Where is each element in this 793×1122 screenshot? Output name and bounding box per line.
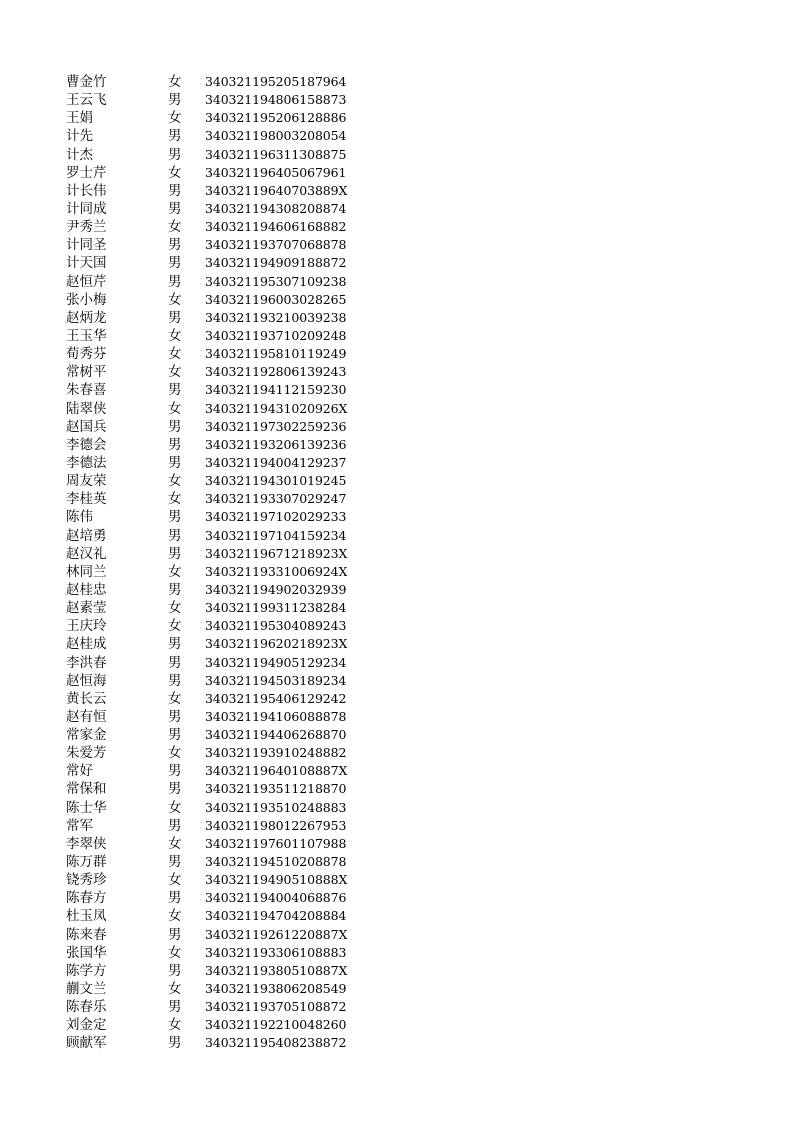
person-id-number: 34032119640703889X [205, 182, 348, 198]
person-id-number: 34032119620218923X [205, 636, 348, 652]
person-name: 林同兰 [66, 563, 107, 580]
person-name: 计长伟 [66, 182, 107, 199]
person-name: 陆翠侠 [66, 400, 107, 417]
person-name: 常军 [66, 817, 93, 834]
person-name: 王娟 [66, 110, 93, 127]
table-row [0, 291, 793, 309]
person-id-number: 340321197102029233 [205, 509, 347, 525]
person-gender: 女 [168, 291, 182, 308]
person-name: 陈来春 [66, 926, 107, 943]
person-name: 朱爱芳 [66, 745, 107, 762]
table-row [0, 980, 793, 998]
person-gender: 男 [168, 128, 182, 145]
person-name: 顾献军 [66, 1035, 107, 1052]
table-row [0, 962, 793, 980]
person-name: 王云飞 [66, 92, 107, 109]
person-id-number: 340321196003028265 [205, 291, 347, 307]
person-name: 陈伟 [66, 509, 93, 526]
person-id-number: 340321193307029247 [205, 491, 347, 507]
person-id-number: 340321194112159230 [205, 382, 347, 398]
person-id-number: 34032119261220887X [205, 926, 348, 942]
table-row [0, 327, 793, 345]
person-id-number: 340321194106088878 [205, 708, 347, 724]
person-id-number: 34032119331006924X [205, 563, 348, 579]
person-gender: 男 [168, 999, 182, 1016]
person-name: 计同成 [66, 200, 107, 217]
person-id-number: 340321194301019245 [205, 473, 347, 489]
person-name: 计杰 [66, 146, 93, 163]
person-gender: 男 [168, 581, 182, 598]
table-row [0, 817, 793, 835]
person-name: 赵桂忠 [66, 581, 107, 598]
table-row [0, 527, 793, 545]
person-gender: 女 [168, 944, 182, 961]
person-gender: 女 [168, 473, 182, 490]
person-name: 赵恒芹 [66, 273, 107, 290]
person-gender: 男 [168, 854, 182, 871]
person-gender: 男 [168, 454, 182, 471]
table-row [0, 871, 793, 889]
table-row [0, 254, 793, 272]
table-row [0, 726, 793, 744]
person-id-number: 340321193511218870 [205, 781, 347, 797]
table-row [0, 400, 793, 418]
person-id-number: 340321199311238284 [205, 600, 347, 616]
person-gender: 女 [168, 346, 182, 363]
table-row [0, 182, 793, 200]
person-name: 罗士芹 [66, 164, 107, 181]
person-name: 陈士华 [66, 799, 107, 816]
table-row [0, 73, 793, 91]
person-name: 周友荣 [66, 473, 107, 490]
person-name: 朱春喜 [66, 382, 107, 399]
person-id-number: 340321198003208054 [205, 128, 347, 144]
table-row [0, 563, 793, 581]
person-gender: 男 [168, 672, 182, 689]
person-name: 赵汉礼 [66, 545, 107, 562]
table-row [0, 780, 793, 798]
table-row [0, 762, 793, 780]
person-name: 赵培勇 [66, 527, 107, 544]
person-id-number: 340321194905129234 [205, 654, 347, 670]
person-gender: 男 [168, 382, 182, 399]
person-name: 常树平 [66, 364, 107, 381]
person-gender: 女 [168, 327, 182, 344]
person-gender: 男 [168, 636, 182, 653]
table-row [0, 418, 793, 436]
person-id-number: 340321194308208874 [205, 200, 347, 216]
person-gender: 男 [168, 545, 182, 562]
person-id-number: 340321194909188872 [205, 255, 347, 271]
person-id-number: 340321193705108872 [205, 999, 347, 1015]
person-id-number: 340321195304089243 [205, 618, 347, 634]
person-gender: 女 [168, 981, 182, 998]
person-id-number: 340321195307109238 [205, 273, 347, 289]
person-name: 陈学方 [66, 962, 107, 979]
table-row [0, 363, 793, 381]
person-name: 李翠侠 [66, 835, 107, 852]
person-gender: 男 [168, 418, 182, 435]
table-row [0, 436, 793, 454]
person-gender: 男 [168, 1035, 182, 1052]
person-name: 曹金竹 [66, 74, 107, 90]
person-name: 张国华 [66, 944, 107, 961]
person-name: 赵有恒 [66, 708, 107, 725]
person-id-number: 340321197601107988 [205, 835, 347, 851]
person-name: 王玉华 [66, 327, 107, 344]
table-row [0, 926, 793, 944]
person-gender: 男 [168, 817, 182, 834]
person-id-number: 340321198012267953 [205, 817, 347, 833]
person-gender: 男 [168, 436, 182, 453]
person-id-number: 34032119380510887X [205, 962, 348, 978]
person-name: 赵恒海 [66, 672, 107, 689]
person-id-number: 340321193910248882 [205, 745, 347, 761]
person-gender: 男 [168, 926, 182, 943]
person-id-number: 34032119671218923X [205, 545, 348, 561]
table-row [0, 853, 793, 871]
person-id-number: 34032119431020926X [205, 400, 348, 416]
person-gender: 男 [168, 763, 182, 780]
person-gender: 男 [168, 237, 182, 254]
person-gender: 女 [168, 690, 182, 707]
person-id-number: 340321192806139243 [205, 364, 347, 380]
person-gender: 女 [168, 799, 182, 816]
table-row [0, 127, 793, 145]
table-row [0, 1016, 793, 1034]
person-name: 计先 [66, 128, 93, 145]
table-row [0, 944, 793, 962]
person-id-number: 340321194606168882 [205, 219, 347, 235]
person-gender: 男 [168, 654, 182, 671]
person-name: 赵炳龙 [66, 309, 107, 326]
person-id-number: 340321194704208884 [205, 908, 347, 924]
table-row [0, 835, 793, 853]
person-gender: 女 [168, 219, 182, 236]
table-row [0, 545, 793, 563]
person-name: 李德法 [66, 454, 107, 471]
table-row [0, 998, 793, 1016]
person-name: 荀秀芬 [66, 346, 107, 363]
person-gender: 女 [168, 872, 182, 889]
person-id-number: 340321193210039238 [205, 309, 347, 325]
person-gender: 男 [168, 890, 182, 907]
person-name: 蒯文兰 [66, 981, 107, 998]
person-name: 常保和 [66, 781, 107, 798]
person-name: 陈春乐 [66, 999, 107, 1016]
person-name: 陈万群 [66, 854, 107, 871]
person-name: 常家金 [66, 727, 107, 744]
person-id-number: 340321194510208878 [205, 854, 347, 870]
table-row [0, 617, 793, 635]
table-row [0, 91, 793, 109]
person-gender: 女 [168, 600, 182, 617]
person-name: 常好 [66, 763, 93, 780]
person-name: 计同圣 [66, 237, 107, 254]
person-id-number: 340321194004068876 [205, 890, 347, 906]
table-row [0, 236, 793, 254]
person-name: 李德会 [66, 436, 107, 453]
person-name: 陈春方 [66, 890, 107, 907]
person-gender: 女 [168, 1017, 182, 1034]
table-row [0, 581, 793, 599]
person-gender: 女 [168, 164, 182, 181]
person-gender: 男 [168, 200, 182, 217]
person-name: 王庆玲 [66, 618, 107, 635]
table-row [0, 218, 793, 236]
person-name: 黄长云 [66, 690, 107, 707]
person-name: 张小梅 [66, 291, 107, 308]
table-row [0, 744, 793, 762]
person-gender: 男 [168, 255, 182, 272]
person-id-number: 340321193510248883 [205, 799, 347, 815]
table-row [0, 1034, 793, 1052]
person-gender: 女 [168, 563, 182, 580]
table-row [0, 672, 793, 690]
person-gender: 男 [168, 962, 182, 979]
person-id-number: 340321195408238872 [205, 1035, 347, 1051]
table-row [0, 381, 793, 399]
table-row [0, 472, 793, 490]
person-id-number: 340321194902032939 [205, 581, 347, 597]
person-id-number: 34032119640108887X [205, 763, 348, 779]
person-gender: 男 [168, 708, 182, 725]
table-row [0, 200, 793, 218]
person-id-number: 340321195206128886 [205, 110, 347, 126]
person-name: 杜玉凤 [66, 908, 107, 925]
person-gender: 女 [168, 74, 182, 90]
person-gender: 男 [168, 273, 182, 290]
table-row [0, 109, 793, 127]
person-id-number: 340321196405067961 [205, 164, 347, 180]
person-name: 刘金定 [66, 1017, 107, 1034]
table-row [0, 654, 793, 672]
person-name: 铙秀珍 [66, 872, 107, 889]
person-gender: 女 [168, 491, 182, 508]
person-name: 赵素莹 [66, 600, 107, 617]
person-id-number: 34032119490510888X [205, 872, 348, 888]
person-gender: 女 [168, 908, 182, 925]
table-row [0, 164, 793, 182]
table-row [0, 490, 793, 508]
person-id-number: 340321194806158873 [205, 92, 347, 108]
table-row [0, 907, 793, 925]
person-name: 李桂英 [66, 491, 107, 508]
person-name: 李洪春 [66, 654, 107, 671]
table-row [0, 345, 793, 363]
table-row [0, 599, 793, 617]
person-gender: 男 [168, 92, 182, 109]
person-name: 赵国兵 [66, 418, 107, 435]
table-row [0, 309, 793, 327]
table-row [0, 508, 793, 526]
person-id-number: 340321193306108883 [205, 944, 347, 960]
person-name: 计天国 [66, 255, 107, 272]
person-gender: 男 [168, 527, 182, 544]
person-id-number: 340321194503189234 [205, 672, 347, 688]
table-row [0, 799, 793, 817]
person-gender: 女 [168, 835, 182, 852]
person-id-number: 340321197104159234 [205, 527, 347, 543]
table-row [0, 889, 793, 907]
person-gender: 女 [168, 745, 182, 762]
table-row [0, 146, 793, 164]
person-gender: 男 [168, 509, 182, 526]
person-id-number: 340321192210048260 [205, 1017, 347, 1033]
person-id-number: 340321195205187964 [205, 74, 347, 89]
person-gender: 男 [168, 182, 182, 199]
person-gender: 女 [168, 364, 182, 381]
table-row [0, 635, 793, 653]
table-row [0, 273, 793, 291]
person-gender: 女 [168, 400, 182, 417]
person-gender: 女 [168, 618, 182, 635]
person-gender: 男 [168, 781, 182, 798]
person-gender: 男 [168, 727, 182, 744]
person-gender: 女 [168, 110, 182, 127]
person-id-number: 340321193206139236 [205, 436, 347, 452]
person-id-number: 340321193710209248 [205, 327, 347, 343]
person-id-number: 340321195810119249 [205, 346, 347, 362]
table-row [0, 454, 793, 472]
person-name: 赵桂成 [66, 636, 107, 653]
person-gender: 男 [168, 309, 182, 326]
person-id-number: 340321194004129237 [205, 454, 347, 470]
person-name: 尹秀兰 [66, 219, 107, 236]
person-id-number: 340321193707068878 [205, 237, 347, 253]
table-row [0, 690, 793, 708]
person-id-number: 340321197302259236 [205, 418, 347, 434]
record-list [0, 73, 793, 1053]
table-row [0, 708, 793, 726]
person-id-number: 340321194406268870 [205, 727, 347, 743]
person-id-number: 340321193806208549 [205, 981, 347, 997]
person-id-number: 340321196311308875 [205, 146, 347, 162]
person-gender: 男 [168, 146, 182, 163]
person-id-number: 340321195406129242 [205, 690, 347, 706]
